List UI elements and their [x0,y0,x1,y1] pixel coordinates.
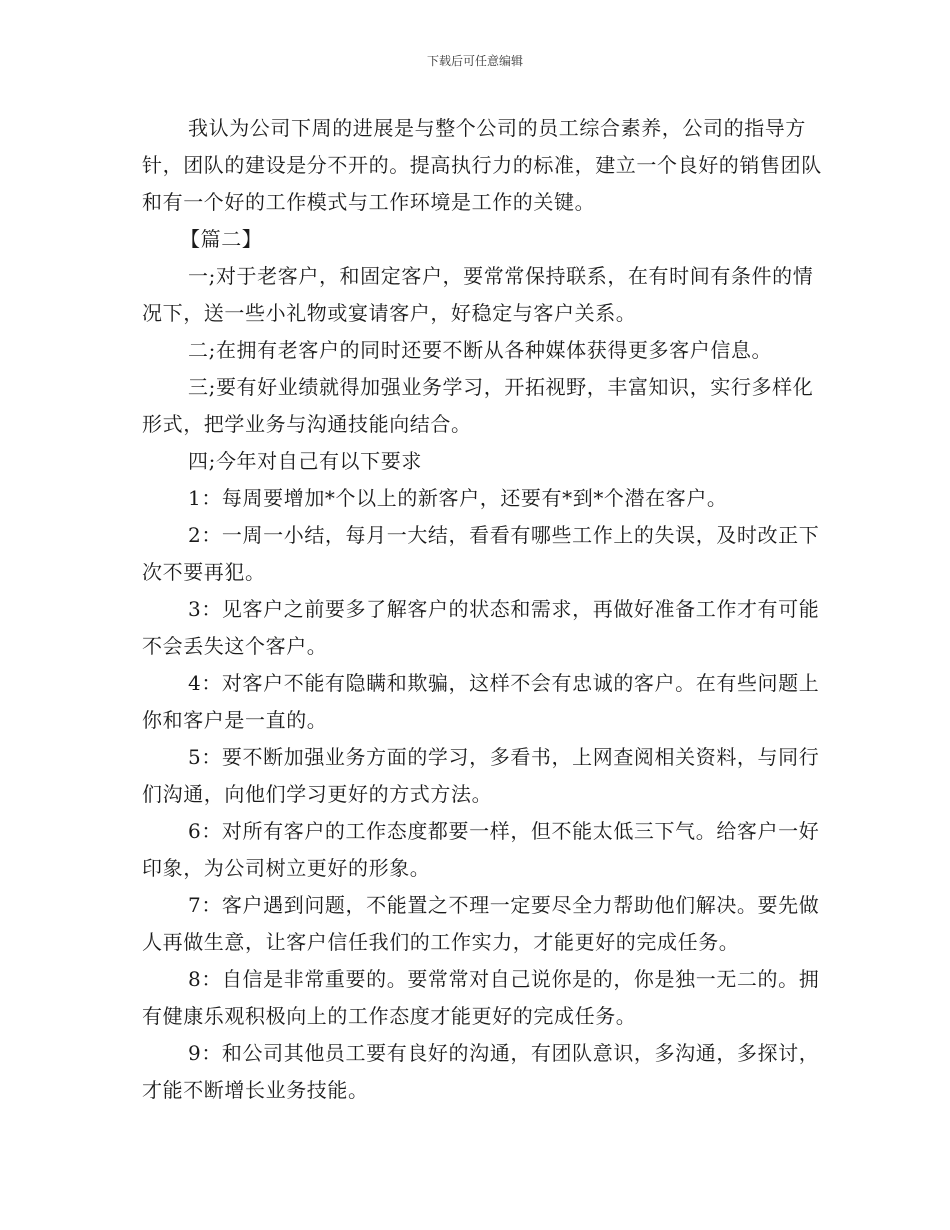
requirement-6: 6：对所有客户的工作态度都要一样，但不能太低三下气。给客户一好印象，为公司树立更好的形象。 [142,819,820,880]
paragraph-item-3: 三;要有好业绩就得加强业务学习，开拓视野，丰富知识，实行多样化形式，把学业务与沟通技能向结合。 [142,375,814,436]
requirement-1: 1：每周要增加*个以上的新客户，还要有*到*个潜在客户。 [188,486,728,510]
requirement-9: 9：和公司其他员工要有良好的沟通，有团队意识，多沟通，多探讨，才能不断增长业务技能。 [142,1041,820,1102]
requirement-3: 3：见客户之前要多了解客户的状态和需求，再做好准备工作才有可能不会丢失这个客户。 [142,597,820,658]
requirement-5: 5：要不断加强业务方面的学习，多看书，上网查阅相关资料，与同行们沟通，向他们学习更好的方式方法。 [142,745,820,806]
section-heading: 【篇二】 [180,227,263,251]
requirement-4: 4：对客户不能有隐瞒和欺骗，这样不会有忠诚的客户。在有些问题上你和客户是一直的。 [142,671,820,732]
requirement-7: 7：客户遇到问题，不能置之不理一定要尽全力帮助他们解决。要先做人再做生意，让客户信任我们的工作实力，才能更好的完成任务。 [142,893,820,954]
paragraph-item-4: 四;今年对自己有以下要求 [188,449,422,473]
paragraph-item-1: 一;对于老客户，和固定客户，要常常保持联系，在有时间有条件的情况下，送一些小礼物或宴请客户，好稳定与客户关系。 [142,264,814,325]
paragraph-intro: 我认为公司下周的进展是与整个公司的员工综合素养，公司的指导方针，团队的建设是分不开的。提高执行力的标准，建立一个良好的销售团队和有一个好的工作模式与工作环境是工作的关键。 [142,116,822,214]
page-header: 下载后可任意编辑 [426,54,523,68]
requirement-8: 8：自信是非常重要的。要常常对自己说你是的，你是独一无二的。拥有健康乐观积极向上的工作态度才能更好的完成任务。 [142,967,820,1028]
paragraph-item-2: 二;在拥有老客户的同时还要不断从各种媒体获得更多客户信息。 [188,338,773,362]
requirement-2: 2：一周一小结，每月一大结，看看有哪些工作上的失误，及时改正下次不要再犯。 [142,523,820,584]
document-body [142,110,822,1109]
